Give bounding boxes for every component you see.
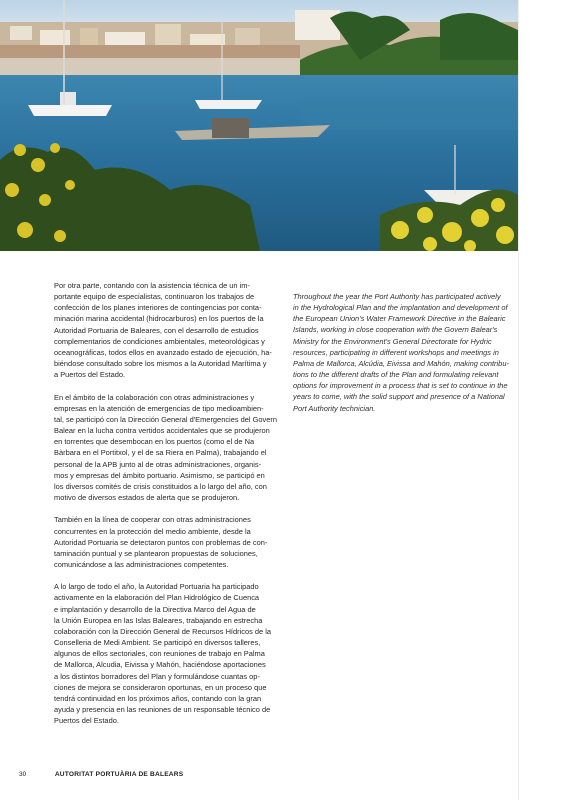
paragraph: Throughout the year the Port Authority has participated actively in the Hydrological Plan and the implantation and development of the European Union's Water Framework Directive in the Balearic Islands, working in close cooperation with the Govern Balear's Ministry for the Environment's General Directorate for Hydric resources, participating in different workshops and meetings in Palma de Mallorca, Alcúdia, Eivissa and Mahón, making contribu- tions to the different drafts of the Plan and formulating relevant options for improvement in a process that is set to continue in the years to come, with the solid support and presence of a National Port Authority technician. <box>293 292 509 413</box>
footer-organization: AUTORITAT PORTUÀRIA DE BALEARS <box>54 771 184 778</box>
english-text-column <box>293 291 521 425</box>
page-edge <box>518 0 565 800</box>
spanish-text-column <box>54 280 280 738</box>
paragraph: Por otra parte, contando con la asistencia técnica de un im- portante equipo de especialistas, continuaron los trabajos de confección de los planes interiores de contingencias por conta- minación marina accidental (hidrocarburos) en los puertos de la Autoridad Portuaria de Baleares, con el desarrollo de estudios complementarios de condiciones ambientales, meteorológicas y oceanográficas, todos ellos en avanzado estado de ejecución, ha- biéndose consultado sobre los mismos a la Autoridad Marítima y a Puertos del Estado. <box>54 281 272 380</box>
paragraph: También en la línea de cooperar con otras administraciones concurrentes en la protección del medio ambiente, desde la Autoridad Portuaria se detectaron puntos con problemas de con- taminación puntual y se plantearon propuestas de soluciones, comunicándose a las administraciones competentes. <box>54 515 268 569</box>
page-footer <box>19 771 183 778</box>
page-number: 30 <box>19 771 27 778</box>
paragraph: A lo largo de todo el año, la Autoridad Portuaria ha participado activamente en la elaboración del Plan Hidrológico de Cuenca e implantación y desarrollo de la Directiva Marco del Agua de la Unión Europea en las Islas Baleares, trabajando en estrecha colaboración con la Dirección General de Recursos Hídricos de la Conselleria de Medi Ambient. Se participó en diversos talleres, algunos de ellos sectoriales, con reuniones de trabajo en Palma de Mallorca, Alcudia, Eivissa y Mahón, haciéndose aportaciones a los distintos borradores del Plan y formulándose cuantas op- ciones de mejora se consideraron oportunas, en un proceso que tendrá continuidad en los próximos años, contando con la gran ayuda y presencia en las reuniones de un responsable técnico de Puertos del Estado. <box>54 582 272 726</box>
harbour-photo <box>0 0 518 251</box>
paragraph: En el ámbito de la colaboración con otras administraciones y empresas en la atención de emergencias de tipo medioambien- tal, se participó con la Dirección General d'Emergencies del Govern Balear en la lucha contra vertidos accidentales que se produjeron en torrentes que desembocan en los puertos (como el de Na Bàrbara en el Portitxol, y el de sa Riera en Palma), trabajando el personal de la APB junto al de otras administraciones, organis- mos y empresas del ámbito portuario. Asimismo, se participó en los diversos comités de crisis constituidos a lo largo del año, con motivo de diversos estados de alerta que se produjeron. <box>54 392 278 502</box>
